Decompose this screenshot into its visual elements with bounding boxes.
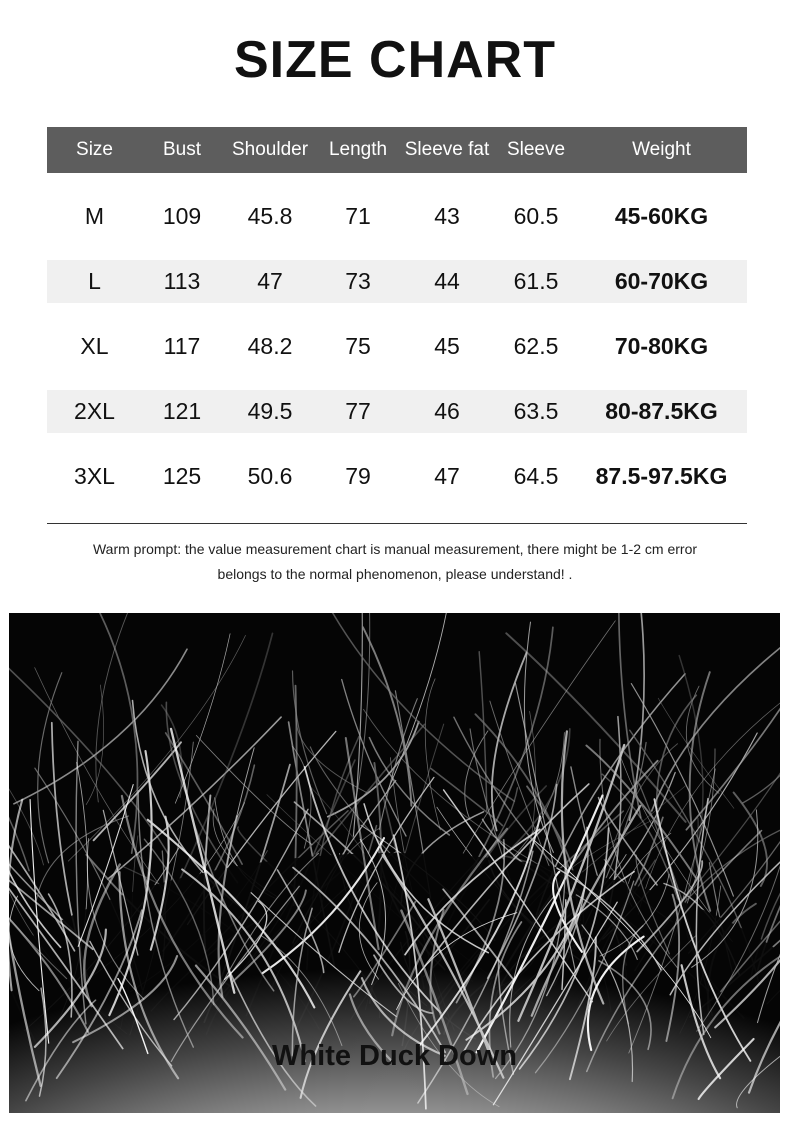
table-row xyxy=(47,195,747,238)
header-size: Size xyxy=(76,139,113,160)
cell-sleeve: 64.5 xyxy=(513,463,559,489)
cell-sleeve: 63.5 xyxy=(513,398,559,424)
cell-sleeve-fat: 47 xyxy=(434,463,460,489)
cell-sleeve: 60.5 xyxy=(513,203,559,229)
header-sleeve: Sleeve xyxy=(506,139,566,160)
cell-bust: 117 xyxy=(163,333,201,359)
cell-bust: 109 xyxy=(162,203,202,229)
cell-sleeve-fat: 45 xyxy=(434,333,460,359)
cell-size: 3XL xyxy=(74,463,115,489)
cell-bust: 113 xyxy=(163,268,201,294)
duck-down-photo xyxy=(9,613,780,1113)
cell-weight: 70-80KG xyxy=(614,333,709,359)
table-row xyxy=(47,455,747,498)
page-title: SIZE CHART xyxy=(234,31,556,89)
header-weight: Weight xyxy=(632,139,691,160)
cell-length: 73 xyxy=(345,268,371,294)
note-line-1: Warm prompt: the value measurement chart is manual measurement, there might be 1-2 cm error xyxy=(92,541,698,557)
cell-sleeve-fat: 46 xyxy=(434,398,460,424)
divider xyxy=(47,523,747,524)
cell-weight: 60-70KG xyxy=(614,268,709,294)
cell-sleeve: 61.5 xyxy=(513,268,559,294)
cell-length: 71 xyxy=(345,203,371,229)
cell-shoulder: 48.2 xyxy=(247,333,293,359)
table-header xyxy=(47,127,747,173)
size-chart-table xyxy=(47,127,747,498)
table-row xyxy=(47,390,747,433)
cell-length: 75 xyxy=(345,333,371,359)
table-row xyxy=(47,260,747,303)
measurement-note xyxy=(40,537,750,587)
cell-bust: 121 xyxy=(162,398,202,424)
header-length: Length xyxy=(328,139,388,160)
header-shoulder: Shoulder xyxy=(231,139,309,160)
cell-weight: 80-87.5KG xyxy=(605,398,718,424)
cell-weight: 87.5-97.5KG xyxy=(595,463,728,489)
cell-weight: 45-60KG xyxy=(614,203,709,229)
cell-size: 2XL xyxy=(74,398,115,424)
cell-bust: 125 xyxy=(162,463,202,489)
cell-sleeve-fat: 44 xyxy=(434,268,460,294)
cell-size: M xyxy=(84,203,105,229)
cell-shoulder: 50.6 xyxy=(247,463,293,489)
duck-down-feathers xyxy=(9,613,780,1113)
cell-shoulder: 45.8 xyxy=(247,203,293,229)
table-row xyxy=(47,325,747,368)
header-bust: Bust xyxy=(162,139,202,160)
cell-length: 79 xyxy=(345,463,371,489)
cell-shoulder: 49.5 xyxy=(247,398,293,424)
cell-shoulder: 47 xyxy=(257,268,283,294)
header-sleeve-fat: Sleeve fat xyxy=(404,139,490,160)
cell-length: 77 xyxy=(345,398,371,424)
photo-caption: White Duck Down xyxy=(272,1040,517,1072)
note-line-2: belongs to the normal phenomenon, please understand! . xyxy=(217,566,573,582)
cell-sleeve: 62.5 xyxy=(513,333,559,359)
cell-size: L xyxy=(88,268,101,294)
cell-sleeve-fat: 43 xyxy=(434,203,460,229)
cell-size: XL xyxy=(80,333,109,359)
